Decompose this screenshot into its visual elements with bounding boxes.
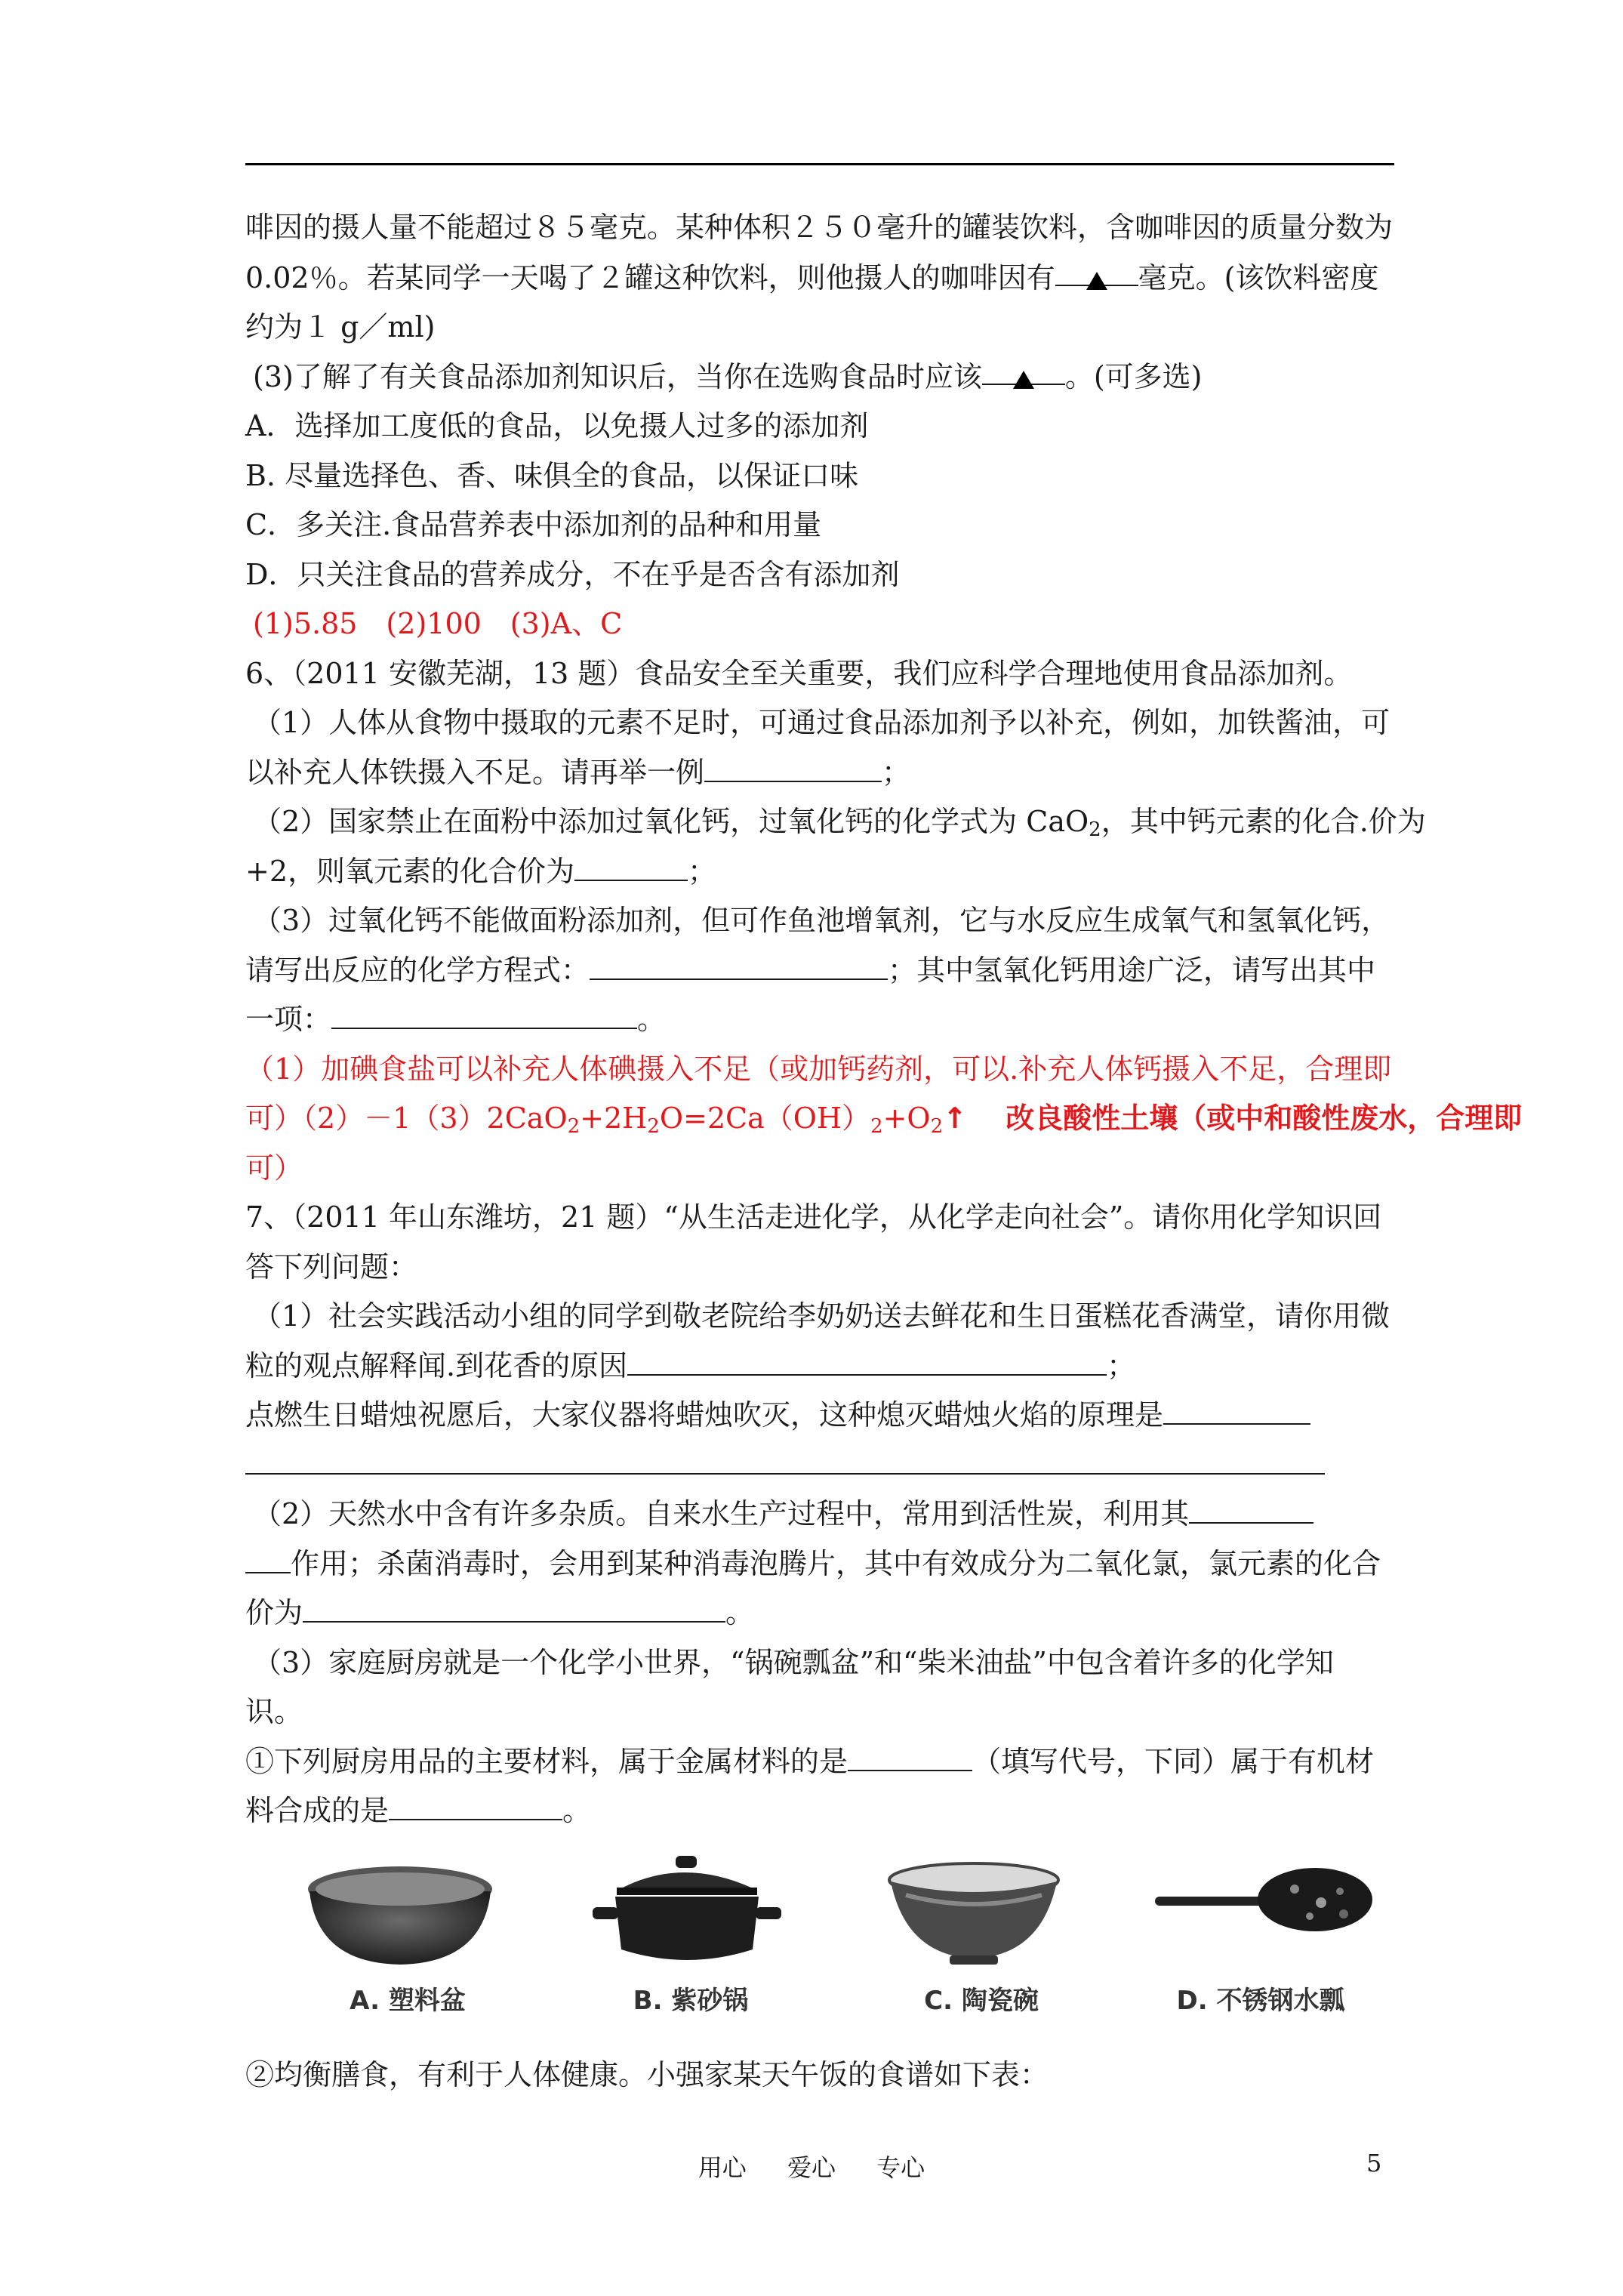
text-segment: 以补充人体铁摄入不足。请再举一例 bbox=[245, 756, 705, 789]
triangle-icon bbox=[1086, 272, 1107, 290]
option-b: B. 尽量选择色、香、味俱全的食品，以保证口味 bbox=[245, 459, 859, 492]
answer-q6: （1）加碘食盐可以补充人体碘摄入不足（或加钙药剂，可以.补充人体钙摄入不足，合理即 bbox=[245, 1052, 1392, 1086]
text-line: （3）过氧化钙不能做面粉添加剂，但可作鱼池增氧剂，它与水反应生成氧气和氢氧化钙， bbox=[253, 904, 1390, 937]
answer-blank[interactable] bbox=[574, 854, 688, 881]
text-segment: ； bbox=[688, 855, 717, 888]
answer-blank[interactable] bbox=[1163, 1398, 1310, 1425]
option-d: D．只关注食品的营养成分，不在乎是否含有添加剂 bbox=[245, 558, 900, 591]
answer-blank[interactable] bbox=[982, 358, 1065, 385]
text-line bbox=[245, 754, 910, 791]
answer-blank[interactable] bbox=[331, 1002, 637, 1029]
footer-text: 专心 bbox=[876, 2153, 925, 2182]
item-caption: C. 陶瓷碗 bbox=[924, 1986, 1039, 2016]
answer-blank[interactable] bbox=[245, 1546, 291, 1573]
text-segment: ；其中氢氧化钙用途广泛，请写出其中 bbox=[888, 954, 1376, 987]
text-line bbox=[253, 803, 1426, 849]
footer-text: 爱心 bbox=[787, 2153, 836, 2182]
answer-q6 bbox=[245, 1099, 1522, 1145]
answer-blank[interactable] bbox=[848, 1744, 972, 1771]
plastic-basin-icon bbox=[287, 1850, 528, 1978]
text-segment: (3)了解了有关食品添加剂知识后，当你在选购食品时应该 bbox=[253, 360, 982, 393]
answer-blank[interactable] bbox=[590, 953, 888, 980]
text-segment: （2）天然水中含有许多杂质。自来水生产过程中，常用到活性炭，利用其 bbox=[253, 1497, 1190, 1530]
item-caption: A. 塑料盆 bbox=[350, 1986, 466, 2016]
text-segment: 作用；杀菌消毒时，会用到某种消毒泡腾片，其中有效成分为二氧化氯，氯元素的化合 bbox=[291, 1547, 1381, 1580]
text-line: （1）人体从食物中摄取的元素不足时，可通过食品添加剂予以补充，例如，加铁酱油，可 bbox=[253, 706, 1390, 739]
text-line bbox=[245, 1396, 1310, 1434]
text-line: 约为１ g／ml) bbox=[245, 310, 436, 344]
text-line bbox=[245, 1743, 1374, 1780]
question-7-title: 7、（2011 年山东潍坊，21 题）“从生活走进化学，从化学走向社会”。请你用化学知识回 bbox=[245, 1200, 1382, 1234]
answer-blank[interactable] bbox=[303, 1595, 725, 1623]
clay-pot-icon bbox=[570, 1850, 812, 1978]
text-line: 答下列问题： bbox=[245, 1250, 418, 1284]
text-segment: ； bbox=[1107, 1349, 1136, 1382]
item-ceramic-bowl bbox=[861, 1850, 1102, 2016]
answer-q6: 可） bbox=[245, 1151, 303, 1185]
text-segment: 0.02％。若某同学一天喝了２罐这种饮料，则他摄人的咖啡因有 bbox=[245, 261, 1055, 294]
footer-text: 用心 bbox=[698, 2153, 747, 2182]
text-line bbox=[245, 1446, 1325, 1484]
item-clay-pot bbox=[570, 1850, 812, 2016]
answer-q5: (1)5.85 (2)100 (3)A、C bbox=[253, 607, 623, 640]
subscript: 2 bbox=[567, 1115, 581, 1138]
text-segment: 。 bbox=[725, 1596, 755, 1629]
subscript: 2 bbox=[930, 1115, 944, 1138]
option-a: A．选择加工度低的食品，以免摄人过多的添加剂 bbox=[245, 409, 869, 442]
option-c: C．多关注.食品营养表中添加剂的品种和用量 bbox=[245, 508, 822, 541]
answer-blank[interactable] bbox=[389, 1793, 562, 1820]
text-line: 识。 bbox=[245, 1695, 303, 1728]
text-segment: 。 bbox=[562, 1794, 592, 1827]
text-segment: 价为 bbox=[245, 1596, 303, 1629]
text-segment: 可）（2）－1（3）2CaO bbox=[245, 1102, 568, 1135]
question-6-title: 6、（2011 安徽芜湖，13 题）食品安全至关重要，我们应科学合理地使用食品添加剂。 bbox=[245, 657, 1353, 690]
answer-blank[interactable] bbox=[1055, 259, 1138, 286]
text-line bbox=[245, 1347, 1135, 1385]
answer-blank[interactable] bbox=[704, 755, 882, 782]
text-segment: +O bbox=[882, 1102, 931, 1135]
text-segment: 一项： bbox=[245, 1003, 332, 1036]
text-line bbox=[245, 951, 1375, 989]
text-line bbox=[245, 259, 1378, 297]
text-segment: （2）国家禁止在面粉中添加过氧化钙，过氧化钙的化学式为 CaO bbox=[253, 805, 1089, 838]
steel-ladle-icon bbox=[1140, 1850, 1397, 1978]
ceramic-bowl-icon bbox=[861, 1850, 1102, 1978]
text-segment: 。 bbox=[637, 1003, 667, 1036]
subscript: 2 bbox=[647, 1115, 660, 1138]
answer-blank[interactable] bbox=[1189, 1496, 1313, 1524]
item-plastic-basin bbox=[287, 1850, 528, 2016]
header-rule bbox=[245, 163, 1394, 165]
text-line bbox=[253, 358, 1203, 396]
text-line: （3）家庭厨房就是一个化学小世界，“锅碗瓢盆”和“柴米油盐”中包含着许多的化学知 bbox=[253, 1646, 1334, 1679]
answer-blank[interactable] bbox=[627, 1348, 1107, 1376]
item-caption: B. 紫砂锅 bbox=[633, 1986, 749, 2016]
text-line: ②均衡膳食，有利于人体健康。小强家某天午饭的食谱如下表： bbox=[245, 2058, 1049, 2091]
text-segment: 点燃生日蜡烛祝愿后，大家仪器将蜡烛吹灭，这种熄灭蜡烛火焰的原理是 bbox=[245, 1398, 1164, 1432]
text-segment: ，其中钙元素的化合.价为 bbox=[1101, 805, 1426, 838]
kitchenware-figure bbox=[287, 1850, 1404, 2016]
item-steel-ladle bbox=[1140, 1850, 1381, 2016]
page-number: 5 bbox=[1366, 2149, 1382, 2177]
text-segment: O=2Ca（OH） bbox=[659, 1102, 871, 1135]
text-segment: ①下列厨房用品的主要材料，属于金属材料的是 bbox=[245, 1745, 848, 1778]
text-segment: 。(可多选) bbox=[1064, 360, 1203, 393]
text-segment: ↑ 改良酸性土壤（或中和酸性废水，合理即 bbox=[943, 1102, 1523, 1135]
text-segment: 请写出反应的化学方程式： bbox=[245, 954, 590, 987]
text-segment: +2H bbox=[580, 1102, 648, 1135]
text-segment: 料合成的是 bbox=[245, 1794, 390, 1827]
text-line bbox=[245, 1594, 754, 1632]
text-segment: 毫克。(该饮料密度 bbox=[1138, 261, 1379, 294]
text-line bbox=[245, 1545, 1381, 1583]
subscript: 2 bbox=[870, 1115, 883, 1138]
text-line: （1）社会实践活动小组的同学到敬老院给李奶奶送去鲜花和生日蛋糕花香满堂，请你用微 bbox=[253, 1299, 1390, 1333]
text-line bbox=[245, 1000, 666, 1038]
triangle-icon bbox=[1013, 371, 1034, 389]
item-caption: D. 不锈钢水瓢 bbox=[1176, 1986, 1345, 2016]
text-line bbox=[245, 852, 716, 890]
text-line: 啡因的摄人量不能超过８５毫克。某种体积２５０毫升的罐装饮料，含咖啡因的质量分数为 bbox=[245, 211, 1394, 244]
text-segment: 粒的观点解释闻.到花香的原因 bbox=[245, 1349, 628, 1382]
text-line bbox=[253, 1495, 1313, 1533]
answer-blank[interactable] bbox=[245, 1447, 1325, 1475]
text-segment: （填写代号，下同）属于有机材 bbox=[972, 1745, 1375, 1778]
subscript: 2 bbox=[1089, 818, 1101, 841]
text-segment: +2，则氧元素的化合价为 bbox=[245, 855, 575, 888]
text-line bbox=[245, 1792, 591, 1829]
text-segment: ； bbox=[882, 756, 911, 789]
